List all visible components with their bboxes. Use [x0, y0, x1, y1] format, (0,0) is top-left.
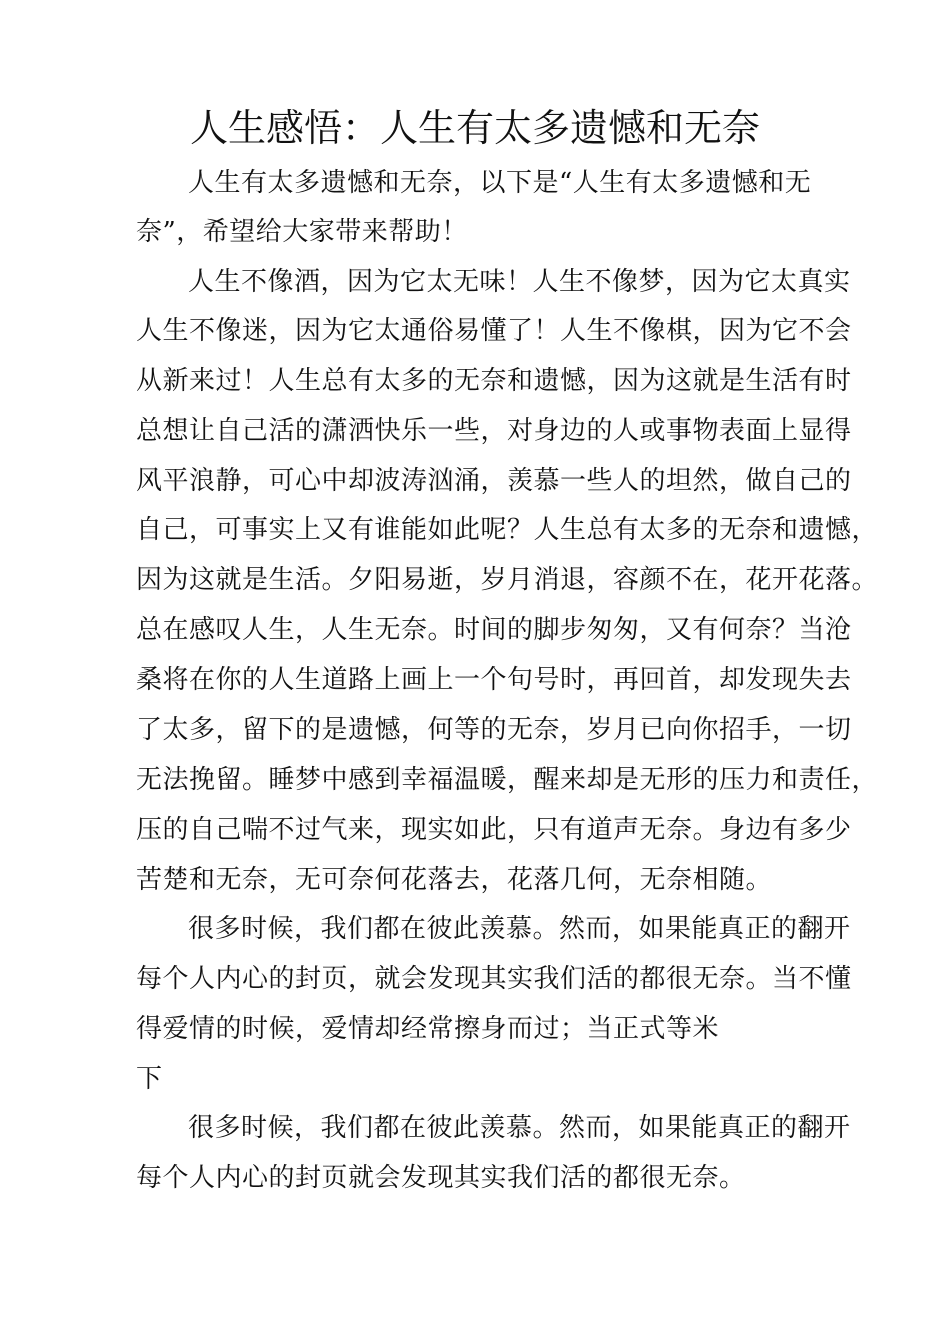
paragraph-line: 总在感叹人生，人生无奈。时间的脚步匆匆，又有何奈？当沧: [136, 615, 852, 645]
paragraph-line: 很多时候，我们都在彼此羡慕。然而，如果能真正的翻开: [188, 1113, 851, 1143]
paragraph-line: 人生不像酒，因为它太无味！人生不像梦，因为它太真实: [188, 267, 851, 297]
paragraph-line: 桑将在你的人生道路上画上一个句号时，再回首，却发现失去: [136, 665, 852, 695]
paragraph-line: 每个人内心的封页，就会发现其实我们活的都很无奈。当不懂: [136, 964, 852, 994]
paragraph-line: 压的自己喘不过气来，现实如此，只有道声无奈。身边有多少: [136, 815, 852, 845]
paragraph-line: 风平浪静，可心中却波涛汹涌，羡慕一些人的坦然，做自己的: [136, 466, 852, 496]
paragraph-line: 因为这就是生活。夕阳易逝，岁月消退，容颜不在，花开花落。: [136, 565, 879, 595]
paragraph-line: 从新来过！人生总有太多的无奈和遗憾，因为这就是生活有时: [136, 366, 852, 396]
paragraph-line: 人生有太多遗憾和无奈，以下是“人生有太多遗憾和无: [188, 168, 812, 198]
paragraph-line: 很多时候，我们都在彼此羡慕。然而，如果能真正的翻开: [188, 914, 851, 944]
paragraph-line: 奈”，希望给大家带来帮助！: [136, 217, 468, 247]
paragraph-line: 了太多，留下的是遗憾，何等的无奈，岁月已向你招手，一切: [136, 715, 852, 745]
paragraph-line: 自己，可事实上又有谁能如此呢？人生总有太多的无奈和遗憾，: [136, 515, 879, 545]
paragraph-line: 每个人内心的封页就会发现其实我们活的都很无奈。: [136, 1163, 746, 1193]
document-title: 人生感悟：人生有太多遗憾和无奈: [189, 106, 760, 150]
paragraph-line: 无法挽留。睡梦中感到幸福温暖，醒来却是无形的压力和责任，: [136, 765, 879, 795]
paragraph-line: 下: [136, 1064, 163, 1094]
paragraph-line: 总想让自己活的潇洒快乐一些，对身边的人或事物表面上显得: [136, 416, 852, 446]
paragraph-line: 得爱情的时候，爱情却经常擦身而过；当正式等米: [136, 1014, 720, 1044]
paragraph-line: 苦楚和无奈，无可奈何花落去，花落几何，无奈相随。: [136, 865, 773, 895]
paragraph-line: 人生不像迷，因为它太通俗易懂了！人生不像棋，因为它不会: [136, 316, 852, 346]
